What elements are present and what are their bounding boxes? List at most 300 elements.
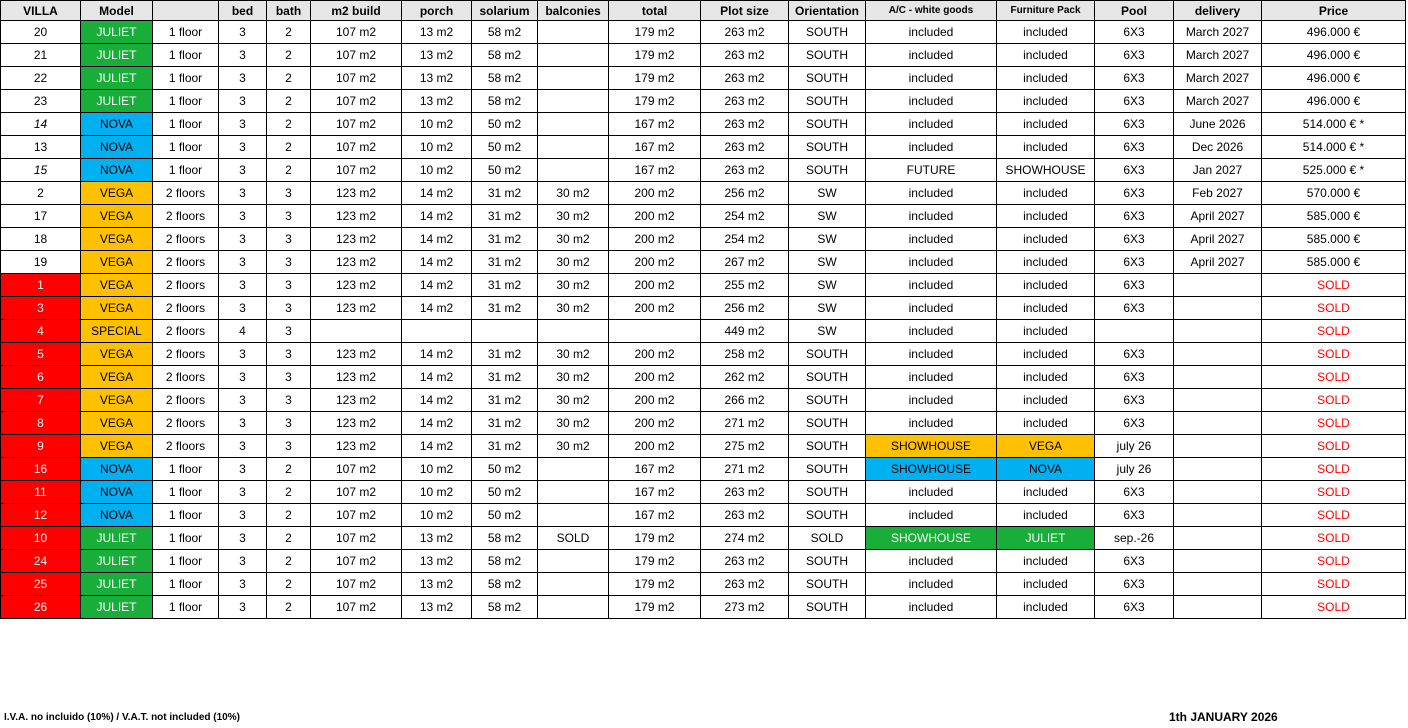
porch-cell: 14 m2	[402, 274, 472, 297]
bed-cell: 3	[219, 21, 267, 44]
porch-cell: 14 m2	[402, 366, 472, 389]
solarium-cell: 50 m2	[472, 481, 538, 504]
table-row	[1, 596, 1406, 619]
bath-cell: 3	[267, 343, 311, 366]
total-cell: 179 m2	[609, 596, 701, 619]
orientation-cell: SOUTH	[789, 159, 866, 182]
header-plot-size: Plot size	[701, 1, 789, 21]
plot-size-cell: 263 m2	[701, 573, 789, 596]
plot-size-cell: 263 m2	[701, 136, 789, 159]
porch-cell: 14 m2	[402, 251, 472, 274]
villa-cell: 2	[1, 182, 81, 205]
ac-white-goods-cell: included	[866, 366, 997, 389]
orientation-cell: SOUTH	[789, 21, 866, 44]
m2-build-cell: 123 m2	[311, 412, 402, 435]
bath-cell: 2	[267, 458, 311, 481]
table-body	[1, 21, 1406, 619]
bed-cell: 3	[219, 113, 267, 136]
model-cell: VEGA	[81, 182, 153, 205]
header-model: Model	[81, 1, 153, 21]
delivery-cell	[1174, 320, 1262, 343]
model-cell: JULIET	[81, 21, 153, 44]
plot-size-cell: 254 m2	[701, 228, 789, 251]
furniture-pack-cell: JULIET	[997, 527, 1095, 550]
table-row	[1, 320, 1406, 343]
floors-cell: 1 floor	[153, 90, 219, 113]
model-cell: JULIET	[81, 550, 153, 573]
table-row	[1, 90, 1406, 113]
total-cell: 200 m2	[609, 251, 701, 274]
bed-cell: 3	[219, 389, 267, 412]
floors-cell: 2 floors	[153, 297, 219, 320]
plot-size-cell: 263 m2	[701, 481, 789, 504]
bath-cell: 3	[267, 366, 311, 389]
furniture-pack-cell: included	[997, 21, 1095, 44]
porch-cell: 14 m2	[402, 435, 472, 458]
villa-cell: 16	[1, 458, 81, 481]
ac-white-goods-cell: included	[866, 297, 997, 320]
m2-build-cell: 107 m2	[311, 458, 402, 481]
villa-cell: 5	[1, 343, 81, 366]
floors-cell: 1 floor	[153, 527, 219, 550]
delivery-cell: April 2027	[1174, 228, 1262, 251]
balconies-cell: 30 m2	[538, 435, 609, 458]
delivery-cell: March 2027	[1174, 21, 1262, 44]
bath-cell: 2	[267, 113, 311, 136]
model-cell: JULIET	[81, 596, 153, 619]
floors-cell: 1 floor	[153, 21, 219, 44]
bath-cell: 2	[267, 481, 311, 504]
price-cell: 514.000 € *	[1262, 136, 1406, 159]
villa-cell: 3	[1, 297, 81, 320]
porch-cell: 10 m2	[402, 458, 472, 481]
bed-cell: 3	[219, 550, 267, 573]
header-bath: bath	[267, 1, 311, 21]
total-cell: 167 m2	[609, 136, 701, 159]
delivery-cell	[1174, 297, 1262, 320]
balconies-cell	[538, 596, 609, 619]
ac-white-goods-cell: included	[866, 596, 997, 619]
table-row	[1, 205, 1406, 228]
total-cell: 167 m2	[609, 113, 701, 136]
m2-build-cell: 107 m2	[311, 21, 402, 44]
furniture-pack-cell: included	[997, 389, 1095, 412]
total-cell: 167 m2	[609, 159, 701, 182]
pool-cell: 6X3	[1095, 343, 1174, 366]
price-cell: SOLD	[1262, 596, 1406, 619]
ac-white-goods-cell: included	[866, 90, 997, 113]
balconies-cell	[538, 320, 609, 343]
table-row	[1, 297, 1406, 320]
total-cell: 200 m2	[609, 366, 701, 389]
ac-white-goods-cell: included	[866, 228, 997, 251]
furniture-pack-cell: included	[997, 44, 1095, 67]
floors-cell: 1 floor	[153, 481, 219, 504]
villa-cell: 22	[1, 67, 81, 90]
price-cell: SOLD	[1262, 412, 1406, 435]
total-cell: 167 m2	[609, 481, 701, 504]
plot-size-cell: 263 m2	[701, 21, 789, 44]
price-cell: SOLD	[1262, 389, 1406, 412]
model-cell: JULIET	[81, 90, 153, 113]
villa-cell: 9	[1, 435, 81, 458]
price-cell: SOLD	[1262, 435, 1406, 458]
header-porch: porch	[402, 1, 472, 21]
furniture-pack-cell: included	[997, 596, 1095, 619]
solarium-cell: 58 m2	[472, 573, 538, 596]
balconies-cell	[538, 113, 609, 136]
bath-cell: 3	[267, 435, 311, 458]
bed-cell: 3	[219, 159, 267, 182]
header-price: Price	[1262, 1, 1406, 21]
model-cell: JULIET	[81, 527, 153, 550]
table-row	[1, 274, 1406, 297]
pool-cell: 6X3	[1095, 389, 1174, 412]
header-floors	[153, 1, 219, 21]
m2-build-cell: 123 m2	[311, 343, 402, 366]
balconies-cell	[538, 159, 609, 182]
price-cell: 570.000 €	[1262, 182, 1406, 205]
floors-cell: 1 floor	[153, 596, 219, 619]
pool-cell: july 26	[1095, 435, 1174, 458]
delivery-cell	[1174, 458, 1262, 481]
ac-white-goods-cell: included	[866, 504, 997, 527]
plot-size-cell: 273 m2	[701, 596, 789, 619]
pool-cell: 6X3	[1095, 573, 1174, 596]
delivery-cell: March 2027	[1174, 44, 1262, 67]
orientation-cell: SOUTH	[789, 90, 866, 113]
m2-build-cell: 123 m2	[311, 274, 402, 297]
porch-cell: 14 m2	[402, 228, 472, 251]
floors-cell: 1 floor	[153, 159, 219, 182]
furniture-pack-cell: included	[997, 366, 1095, 389]
plot-size-cell: 258 m2	[701, 343, 789, 366]
floors-cell: 2 floors	[153, 366, 219, 389]
bath-cell: 3	[267, 228, 311, 251]
bed-cell: 3	[219, 44, 267, 67]
total-cell: 200 m2	[609, 389, 701, 412]
orientation-cell: SW	[789, 251, 866, 274]
balconies-cell	[538, 458, 609, 481]
porch-cell: 13 m2	[402, 527, 472, 550]
bath-cell: 3	[267, 274, 311, 297]
solarium-cell: 50 m2	[472, 136, 538, 159]
orientation-cell: SOUTH	[789, 412, 866, 435]
solarium-cell: 31 m2	[472, 205, 538, 228]
model-cell: NOVA	[81, 159, 153, 182]
porch-cell: 14 m2	[402, 182, 472, 205]
orientation-cell: SOUTH	[789, 596, 866, 619]
total-cell: 200 m2	[609, 435, 701, 458]
solarium-cell: 31 m2	[472, 297, 538, 320]
solarium-cell: 31 m2	[472, 343, 538, 366]
model-cell: NOVA	[81, 481, 153, 504]
total-cell: 179 m2	[609, 44, 701, 67]
table-row	[1, 136, 1406, 159]
model-cell: NOVA	[81, 136, 153, 159]
porch-cell	[402, 320, 472, 343]
pool-cell: 6X3	[1095, 228, 1174, 251]
model-cell: VEGA	[81, 389, 153, 412]
price-list-date: 1th JANUARY 2026	[1169, 710, 1278, 724]
bed-cell: 3	[219, 182, 267, 205]
solarium-cell: 31 m2	[472, 412, 538, 435]
floors-cell: 1 floor	[153, 67, 219, 90]
pool-cell: 6X3	[1095, 67, 1174, 90]
orientation-cell: SW	[789, 297, 866, 320]
table-row	[1, 389, 1406, 412]
floors-cell: 1 floor	[153, 44, 219, 67]
table-row	[1, 504, 1406, 527]
total-cell: 179 m2	[609, 527, 701, 550]
villa-cell: 21	[1, 44, 81, 67]
floors-cell: 1 floor	[153, 550, 219, 573]
balconies-cell	[538, 67, 609, 90]
solarium-cell: 58 m2	[472, 90, 538, 113]
pool-cell: 6X3	[1095, 44, 1174, 67]
delivery-cell	[1174, 389, 1262, 412]
bed-cell: 4	[219, 320, 267, 343]
bed-cell: 3	[219, 412, 267, 435]
table-row	[1, 458, 1406, 481]
villa-cell: 12	[1, 504, 81, 527]
m2-build-cell: 107 m2	[311, 481, 402, 504]
solarium-cell: 50 m2	[472, 113, 538, 136]
pool-cell: 6X3	[1095, 504, 1174, 527]
villa-cell: 24	[1, 550, 81, 573]
delivery-cell: Feb 2027	[1174, 182, 1262, 205]
porch-cell: 13 m2	[402, 573, 472, 596]
balconies-cell	[538, 481, 609, 504]
pool-cell: 6X3	[1095, 550, 1174, 573]
orientation-cell: SOUTH	[789, 573, 866, 596]
solarium-cell	[472, 320, 538, 343]
balconies-cell: 30 m2	[538, 205, 609, 228]
plot-size-cell: 256 m2	[701, 182, 789, 205]
ac-white-goods-cell: included	[866, 136, 997, 159]
model-cell: VEGA	[81, 343, 153, 366]
furniture-pack-cell: included	[997, 343, 1095, 366]
m2-build-cell: 123 m2	[311, 228, 402, 251]
balconies-cell	[538, 550, 609, 573]
bed-cell: 3	[219, 573, 267, 596]
m2-build-cell: 107 m2	[311, 113, 402, 136]
balconies-cell: 30 m2	[538, 297, 609, 320]
balconies-cell: 30 m2	[538, 412, 609, 435]
bath-cell: 3	[267, 182, 311, 205]
orientation-cell: SOUTH	[789, 389, 866, 412]
bath-cell: 3	[267, 320, 311, 343]
bath-cell: 2	[267, 90, 311, 113]
villa-cell: 18	[1, 228, 81, 251]
total-cell	[609, 320, 701, 343]
total-cell: 167 m2	[609, 458, 701, 481]
plot-size-cell: 256 m2	[701, 297, 789, 320]
ac-white-goods-cell: FUTURE	[866, 159, 997, 182]
floors-cell: 2 floors	[153, 389, 219, 412]
villa-cell: 26	[1, 596, 81, 619]
model-cell: VEGA	[81, 297, 153, 320]
porch-cell: 14 m2	[402, 412, 472, 435]
pool-cell	[1095, 320, 1174, 343]
model-cell: VEGA	[81, 251, 153, 274]
header-row	[1, 1, 1406, 21]
balconies-cell	[538, 573, 609, 596]
total-cell: 200 m2	[609, 274, 701, 297]
villa-cell: 15	[1, 159, 81, 182]
pool-cell: 6X3	[1095, 136, 1174, 159]
balconies-cell: 30 m2	[538, 182, 609, 205]
pool-cell: 6X3	[1095, 297, 1174, 320]
bed-cell: 3	[219, 343, 267, 366]
porch-cell: 10 m2	[402, 159, 472, 182]
furniture-pack-cell: included	[997, 320, 1095, 343]
pool-cell: 6X3	[1095, 366, 1174, 389]
villa-cell: 8	[1, 412, 81, 435]
balconies-cell	[538, 504, 609, 527]
villa-cell: 4	[1, 320, 81, 343]
pool-cell: july 26	[1095, 458, 1174, 481]
plot-size-cell: 263 m2	[701, 44, 789, 67]
total-cell: 200 m2	[609, 228, 701, 251]
table-row	[1, 21, 1406, 44]
orientation-cell: SOUTH	[789, 44, 866, 67]
price-cell: 514.000 € *	[1262, 113, 1406, 136]
orientation-cell: SOUTH	[789, 67, 866, 90]
furniture-pack-cell: included	[997, 274, 1095, 297]
orientation-cell: SOUTH	[789, 136, 866, 159]
m2-build-cell: 123 m2	[311, 297, 402, 320]
header-delivery: delivery	[1174, 1, 1262, 21]
model-cell: JULIET	[81, 573, 153, 596]
solarium-cell: 50 m2	[472, 504, 538, 527]
solarium-cell: 58 m2	[472, 596, 538, 619]
porch-cell: 14 m2	[402, 389, 472, 412]
orientation-cell: SW	[789, 274, 866, 297]
price-cell: SOLD	[1262, 366, 1406, 389]
m2-build-cell: 123 m2	[311, 182, 402, 205]
balconies-cell: 30 m2	[538, 251, 609, 274]
ac-white-goods-cell: SHOWHOUSE	[866, 458, 997, 481]
pool-cell: 6X3	[1095, 21, 1174, 44]
m2-build-cell: 107 m2	[311, 504, 402, 527]
plot-size-cell: 263 m2	[701, 90, 789, 113]
delivery-cell	[1174, 366, 1262, 389]
price-cell: SOLD	[1262, 481, 1406, 504]
balconies-cell	[538, 44, 609, 67]
total-cell: 179 m2	[609, 90, 701, 113]
solarium-cell: 31 m2	[472, 274, 538, 297]
bath-cell: 3	[267, 412, 311, 435]
solarium-cell: 31 m2	[472, 389, 538, 412]
ac-white-goods-cell: included	[866, 550, 997, 573]
model-cell: NOVA	[81, 504, 153, 527]
table-row	[1, 67, 1406, 90]
delivery-cell: April 2027	[1174, 251, 1262, 274]
m2-build-cell: 107 m2	[311, 527, 402, 550]
floors-cell: 2 floors	[153, 343, 219, 366]
furniture-pack-cell: included	[997, 228, 1095, 251]
balconies-cell: 30 m2	[538, 274, 609, 297]
villa-cell: 7	[1, 389, 81, 412]
header-furniture-pack: Furniture Pack	[997, 1, 1095, 21]
solarium-cell: 58 m2	[472, 67, 538, 90]
delivery-cell	[1174, 274, 1262, 297]
ac-white-goods-cell: included	[866, 113, 997, 136]
floors-cell: 1 floor	[153, 113, 219, 136]
ac-white-goods-cell: included	[866, 343, 997, 366]
plot-size-cell: 266 m2	[701, 389, 789, 412]
porch-cell: 13 m2	[402, 44, 472, 67]
price-cell: 585.000 €	[1262, 251, 1406, 274]
furniture-pack-cell: included	[997, 182, 1095, 205]
table-row	[1, 343, 1406, 366]
furniture-pack-cell: NOVA	[997, 458, 1095, 481]
ac-white-goods-cell: included	[866, 67, 997, 90]
porch-cell: 13 m2	[402, 21, 472, 44]
delivery-cell: Jan 2027	[1174, 159, 1262, 182]
furniture-pack-cell: SHOWHOUSE	[997, 159, 1095, 182]
delivery-cell	[1174, 435, 1262, 458]
header-m2-build: m2 build	[311, 1, 402, 21]
furniture-pack-cell: VEGA	[997, 435, 1095, 458]
villa-cell: 13	[1, 136, 81, 159]
villa-cell: 25	[1, 573, 81, 596]
orientation-cell: SOUTH	[789, 504, 866, 527]
bed-cell: 3	[219, 228, 267, 251]
header-ac-white-goods: A/C - white goods	[866, 1, 997, 21]
model-cell: NOVA	[81, 458, 153, 481]
header-orientation: Orientation	[789, 1, 866, 21]
floors-cell: 2 floors	[153, 412, 219, 435]
bed-cell: 3	[219, 596, 267, 619]
porch-cell: 13 m2	[402, 550, 472, 573]
porch-cell: 13 m2	[402, 67, 472, 90]
table-row	[1, 159, 1406, 182]
porch-cell: 10 m2	[402, 504, 472, 527]
ac-white-goods-cell: included	[866, 21, 997, 44]
floors-cell: 1 floor	[153, 136, 219, 159]
total-cell: 179 m2	[609, 550, 701, 573]
plot-size-cell: 271 m2	[701, 458, 789, 481]
furniture-pack-cell: included	[997, 573, 1095, 596]
villa-cell: 20	[1, 21, 81, 44]
balconies-cell: 30 m2	[538, 389, 609, 412]
furniture-pack-cell: included	[997, 136, 1095, 159]
plot-size-cell: 263 m2	[701, 504, 789, 527]
model-cell: VEGA	[81, 274, 153, 297]
bath-cell: 2	[267, 596, 311, 619]
ac-white-goods-cell: SHOWHOUSE	[866, 527, 997, 550]
floors-cell: 1 floor	[153, 458, 219, 481]
ac-white-goods-cell: included	[866, 481, 997, 504]
m2-build-cell: 107 m2	[311, 136, 402, 159]
m2-build-cell: 107 m2	[311, 596, 402, 619]
orientation-cell: SOUTH	[789, 343, 866, 366]
furniture-pack-cell: included	[997, 412, 1095, 435]
pool-cell: 6X3	[1095, 251, 1174, 274]
price-cell: 525.000 € *	[1262, 159, 1406, 182]
bath-cell: 2	[267, 504, 311, 527]
header-villa: VILLA	[1, 1, 81, 21]
balconies-cell: 30 m2	[538, 366, 609, 389]
ac-white-goods-cell: included	[866, 274, 997, 297]
total-cell: 200 m2	[609, 297, 701, 320]
floors-cell: 2 floors	[153, 228, 219, 251]
price-cell: 496.000 €	[1262, 90, 1406, 113]
ac-white-goods-cell: included	[866, 573, 997, 596]
total-cell: 200 m2	[609, 343, 701, 366]
